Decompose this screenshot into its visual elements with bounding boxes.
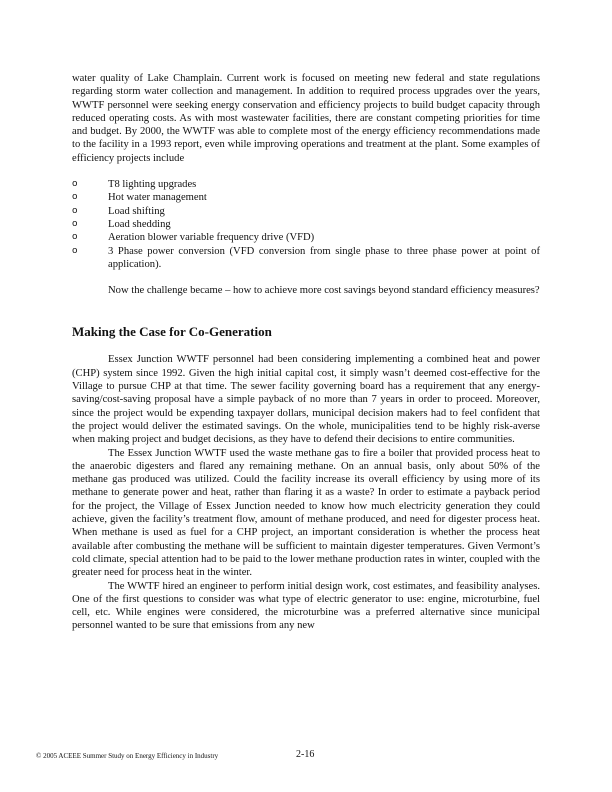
challenge-paragraph: Now the challenge became – how to achieve more cost savings beyond standard efficiency measures?: [108, 285, 540, 297]
bullet-marker: o: [72, 179, 78, 190]
section-paragraph: Essex Junction WWTF personnel had been considering implementing a combined heat and power (CHP) system since 1992. Given the high initial capital cost, it simply wasn’t deemed cost-effective for the Village to pursue CHP at that time. The sewer facility governing board has a requirement that any energy-saving/cost-saving proposal have a simple payback of no more than 7 years in order to proceed. Moreover, since the project would be expending taxpayer dollars, municipal decision makers had to feel confident that the project would deliver the estimated savings. On the whole, municipalities tend to be highly risk-averse when making project and budget decisions, as they have to defend their decisions to entire communities.: [72, 354, 540, 446]
list-item: o Load shedding: [72, 218, 171, 230]
page-number: 2-16: [296, 749, 315, 760]
section-paragraph: The Essex Junction WWTF used the waste methane gas to fire a boiler that provided process heat to the anaerobic digesters and flared any remaining methane. On an annual basis, only about 50% of the methane gas produced was utilized. Could the facility increase its overall efficiency by using more of its methane to generate power and heat, rather than flaring it as a waste? In order to estimate a payback period for the project, the Village of Essex Junction needed to know how much electricity generation they could achieve, given the facility’s treatment flow, amount of methane produced, and need for digester process heat. When methane is used as fuel for a CHP project, an important consideration is whether the process heat available after combusting the methane will be sufficient to maintain digester temperatures. Given Vermont’s cold climate, special attention had to be paid to the lower methane production rates in winter, coupled with the greater need for process heat in the winter.: [72, 447, 540, 579]
list-item: o Load shifting: [72, 205, 165, 217]
list-item: o Aeration blower variable frequency drive (VFD): [72, 232, 315, 244]
section-paragraph: The WWTF hired an engineer to perform initial design work, cost estimates, and feasibility analyses. One of the first questions to consider was what type of electric generator to use: engine, microturbine, fuel cell, etc. While engines were considered, the microturbine was a preferred alternative since municipal personnel wanted to be sure that emissions from any new: [72, 580, 540, 632]
list-item: o 3 Phase power conversion (VFD conversion from single phase to three phase power at point of application).: [72, 245, 540, 270]
efficiency-project-list: [72, 178, 540, 271]
list-item: o Hot water management: [72, 192, 207, 204]
bullet-marker: o: [72, 218, 78, 229]
bullet-marker: o: [72, 245, 78, 256]
bullet-marker: o: [72, 205, 78, 216]
bullet-marker: o: [72, 232, 78, 243]
intro-paragraph: water quality of Lake Champlain. Current work is focused on meeting new federal and state regulations regarding storm water collection and management. In addition to required process upgrades over the years, WWTF personnel were seeking energy conservation and efficiency projects to build budget capacity through reduced operating costs. As with most wastewater facilities, there are constant competing priorities for time and budget. By 2000, the WWTF was able to complete most of the energy efficiency recommendations made to the facility in a 1993 report, even while improving operations and treatment at the plant. Some examples of efficiency projects include: [72, 73, 540, 164]
section-heading: Making the Case for Co-Generation: [72, 324, 272, 340]
bullet-marker: o: [72, 192, 78, 203]
footer-copyright: © 2005 ACEEE Summer Study on Energy Efficiency in Industry: [36, 752, 219, 760]
body-text: [72, 72, 540, 633]
list-item: o T8 lighting upgrades: [72, 179, 197, 191]
